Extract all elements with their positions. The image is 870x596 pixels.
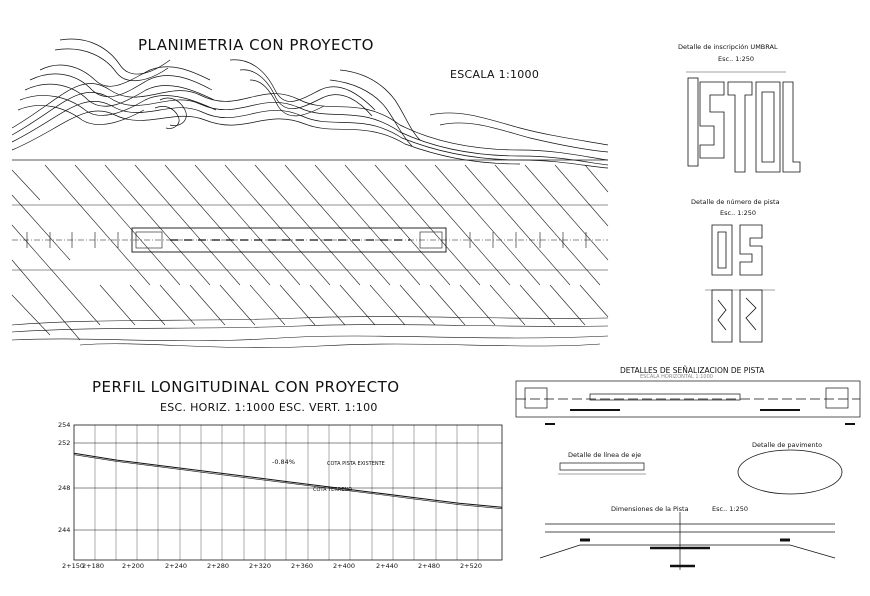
x-tick: 2+520 [460, 562, 482, 570]
runway-number-drawing-b [705, 290, 775, 342]
threshold-detail-title: Detalle de inscripción UMBRAL [678, 43, 778, 51]
plan-scale: ESCALA 1:1000 [450, 68, 540, 81]
x-tick: 2+400 [333, 562, 355, 570]
runway-number-title: Detalle de número de pista [691, 198, 780, 206]
dimensions-scale: Esc.. 1:250 [712, 505, 748, 513]
marking-details-drawing [516, 381, 860, 424]
profile-title: PERFIL LONGITUDINAL CON PROYECTO [92, 378, 400, 396]
profile-scale: ESC. HORIZ. 1:1000 ESC. VERT. 1:100 [160, 401, 378, 414]
marking-detail-title: DETALLES DE SEÑALIZACION DE PISTA [620, 366, 765, 375]
dimensions-title: Dimensiones de la Pista [611, 505, 689, 513]
x-tick: 2+180 [82, 562, 104, 570]
pavement-title: Detalle de pavimento [752, 441, 823, 449]
y-tick-248: 248 [58, 484, 71, 492]
dimensions-drawing [540, 512, 835, 570]
slope-hatch [12, 160, 608, 340]
axis-line-drawing [558, 463, 646, 474]
y-tick-252: 252 [58, 439, 71, 447]
profile-chart-frame [74, 425, 502, 560]
axis-line-title: Detalle de línea de eje [568, 451, 642, 459]
terrain-contours-bottom [12, 317, 608, 348]
x-tick: 2+280 [207, 562, 229, 570]
x-tick: 2+150 [62, 562, 84, 570]
runway-plan [12, 228, 608, 252]
slope-label: -0.84% [272, 458, 295, 466]
pavement-drawing [738, 450, 842, 494]
x-tick: 2+480 [418, 562, 440, 570]
marking-detail-subtitle: ESCALA HORIZONTAL 1:1000 [640, 374, 713, 380]
x-tick: 2+360 [291, 562, 313, 570]
x-tick: 2+240 [165, 562, 187, 570]
x-tick: 2+440 [376, 562, 398, 570]
threshold-detail-scale: Esc.. 1:250 [718, 55, 754, 63]
threshold-inscription-drawing [686, 72, 800, 172]
runway-number-drawing-a [712, 225, 762, 275]
terrain-contours-top [12, 39, 608, 168]
x-tick: 2+200 [122, 562, 144, 570]
y-tick-254: 254 [58, 421, 71, 429]
terrain-elevation-label: COTA TERRENO [313, 487, 353, 493]
x-tick: 2+320 [249, 562, 271, 570]
y-tick-244: 244 [58, 526, 71, 534]
existing-elevation-label: COTA PISTA EXISTENTE [327, 461, 385, 467]
plan-title: PLANIMETRIA CON PROYECTO [138, 36, 374, 54]
runway-number-scale: Esc.. 1:250 [720, 209, 756, 217]
